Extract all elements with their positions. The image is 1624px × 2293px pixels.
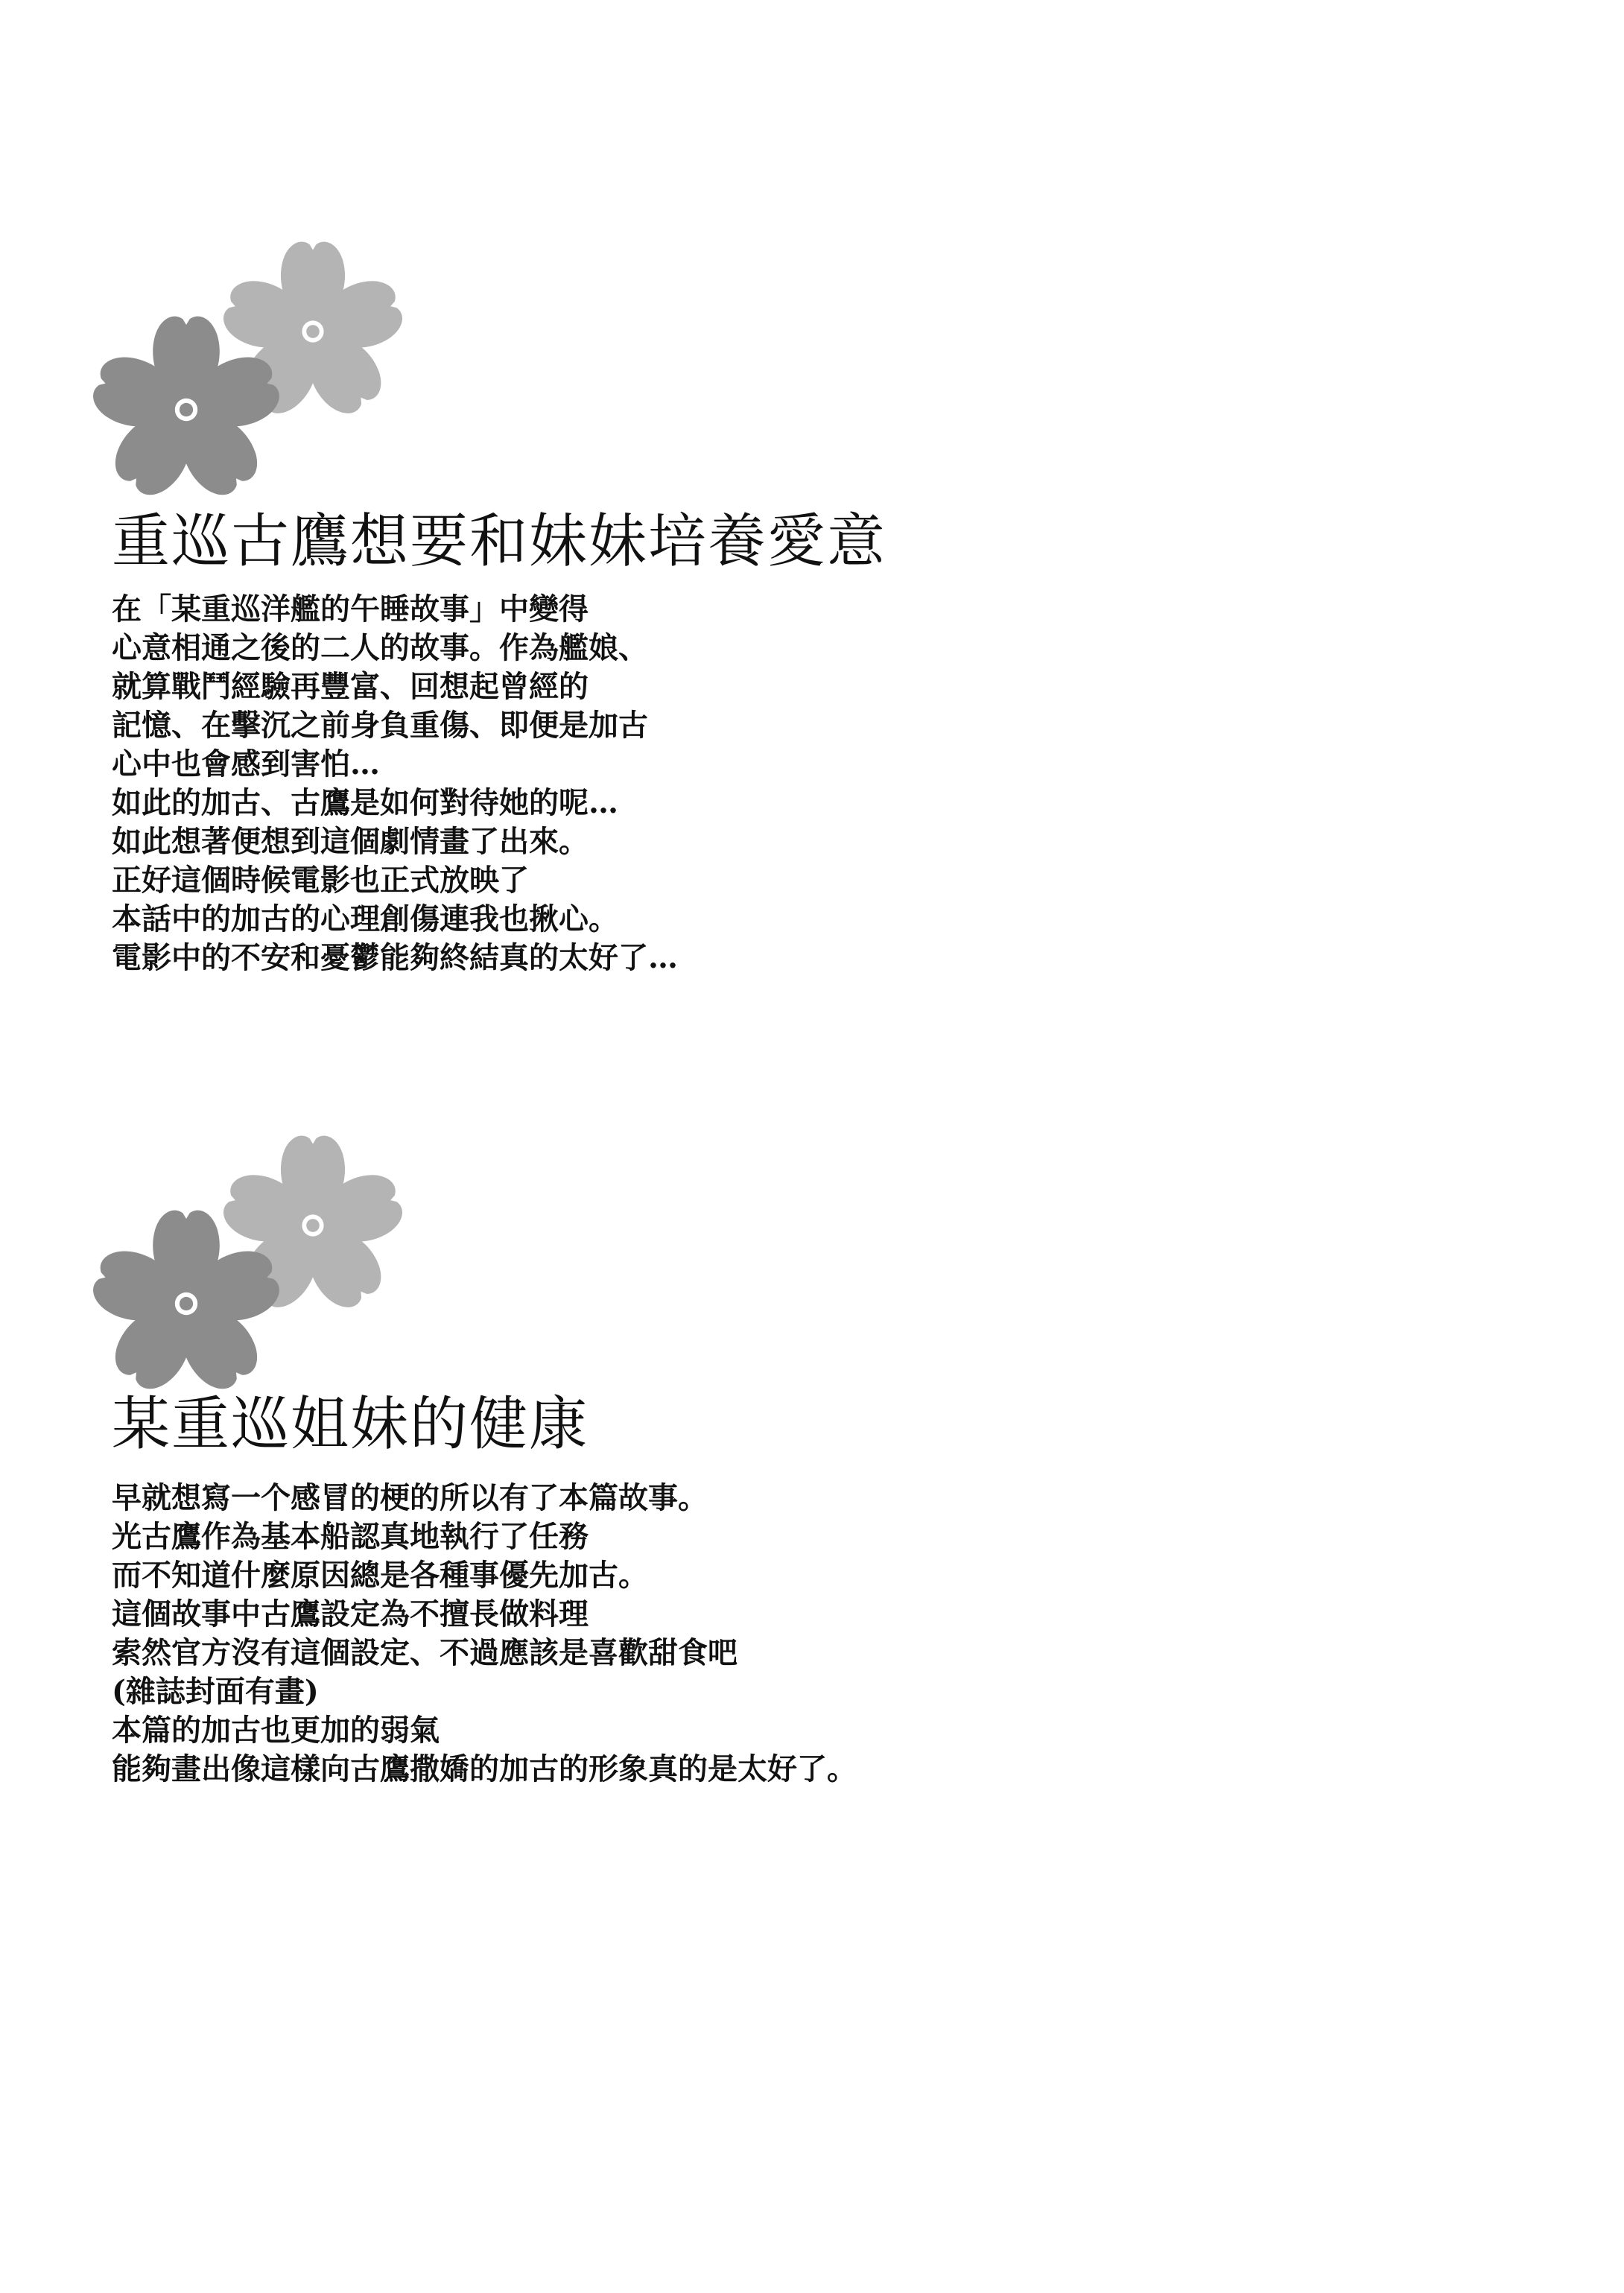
body-line: 如此的加古、古鷹是如何對待她的呢… [112,785,618,820]
body-line: (雜誌封面有畫) [112,1674,319,1709]
section-title: 某重巡姐妹的健康 [112,1391,589,1458]
body-line: 心意相通之後的二人的故事。作為艦娘、 [112,630,648,665]
section-title: 重巡古鷹想要和妹妹培養愛意 [112,508,887,575]
body-line: 正好這個時候電影也正式放映了 [112,863,529,898]
body-line: 心中也會感到害怕… [112,746,380,781]
body-line: 能夠畫出像這樣向古鷹撒嬌的加古的形象真的是太好了。 [112,1751,857,1786]
body-line: 如此想著便想到這個劇情畫了出來。 [112,824,589,859]
body-line: 本話中的加古的心理創傷連我也揪心。 [112,901,618,936]
sakura-flowers-icon [89,238,417,507]
section-body [112,1479,857,1789]
body-line: 光古鷹作為基本船認真地執行了任務 [112,1519,589,1554]
body-line: 記憶、在擊沉之前身負重傷、即便是加古 [112,708,648,743]
body-line: 本篇的加古也更加的弱氣 [112,1713,440,1748]
body-line: 早就想寫一个感冒的梗的所以有了本篇故事。 [112,1480,708,1515]
body-line: 而不知道什麼原因總是各種事優先加古。 [112,1558,648,1593]
sakura-flowers-icon [89,1132,417,1401]
section-body [112,590,678,977]
body-line: 這個故事中古鷹設定為不擅長做料理 [112,1596,589,1631]
body-line: 索然官方沒有這個設定、不過應該是喜歡甜食吧 [112,1635,738,1670]
body-line: 就算戰鬥經驗再豐富、回想起曾經的 [112,669,589,704]
body-line: 在「某重巡洋艦的午睡故事」中變得 [112,592,589,627]
body-line: 電影中的不安和憂鬱能夠終結真的太好了… [112,940,678,975]
